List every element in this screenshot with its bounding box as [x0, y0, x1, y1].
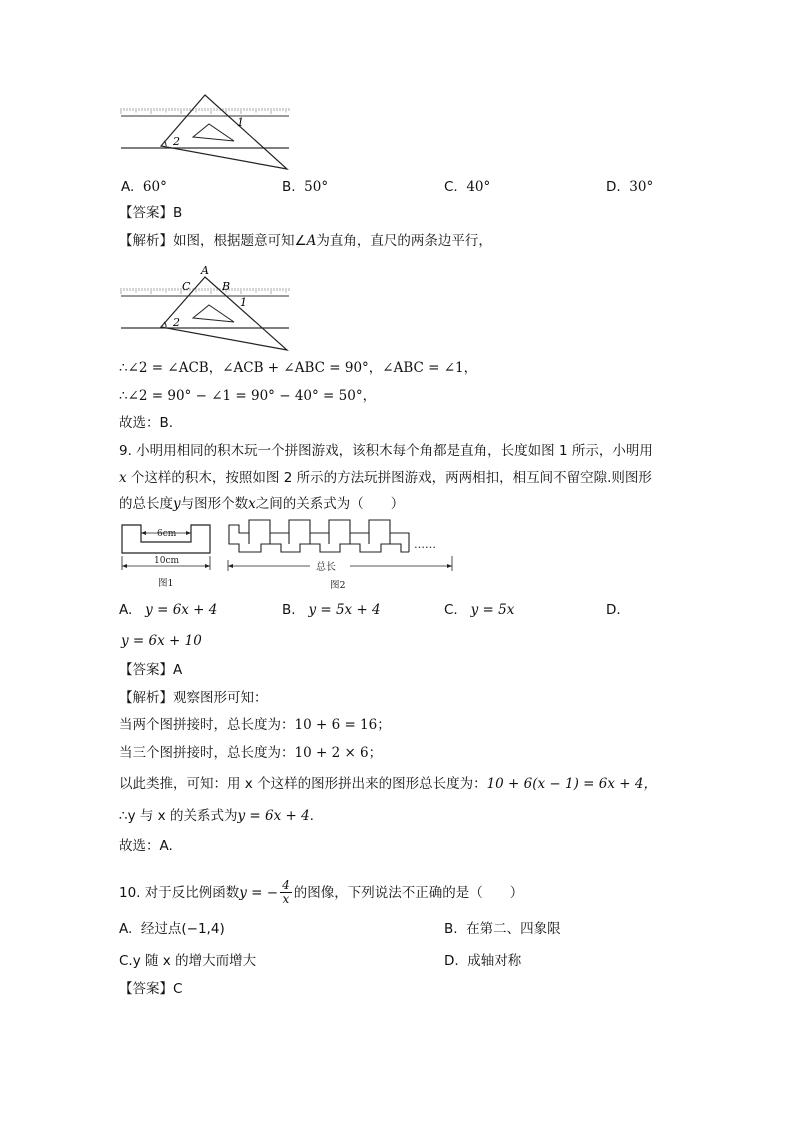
stem-text: 的图像，下列说法不正确的是（ ）	[293, 885, 524, 902]
var-x: x	[248, 496, 256, 512]
set-square-inner	[193, 305, 234, 322]
option-value: 30°	[629, 179, 654, 195]
step-text: 以此类推，可知：用 x 个这样的图形拼出来的图形总长度为：	[119, 776, 487, 792]
q10-option-a	[119, 923, 225, 937]
stem-text: 与图形个数	[180, 496, 249, 512]
q9-stem-line-1: 9. 小明用相同的积木玩一个拼图游戏，该积木每个角都是直角，长度如图 1 所示，小明用	[119, 443, 653, 459]
q9-analysis: 【解析】观察图形可知：	[119, 690, 268, 706]
var-x: x	[119, 470, 127, 486]
step-math: 10 + 6(x − 1) = 6x + 4，	[486, 776, 657, 792]
q8-option-d	[606, 181, 653, 195]
q10-option-b	[444, 923, 561, 937]
analysis-text: 【解析】如图，根据题意可知∠	[119, 233, 307, 249]
ruler-top-edge	[121, 288, 289, 294]
q9-option-c	[444, 604, 514, 618]
option-letter: C.	[444, 179, 458, 195]
option-value: 40°	[466, 179, 491, 195]
q9-option-d-value: y = 6x + 10	[121, 633, 202, 649]
option-letter: D.	[606, 179, 621, 195]
angle-1-label: 1	[240, 296, 247, 309]
option-letter: A.	[119, 921, 133, 937]
set-square-outer	[161, 95, 287, 169]
option-letter: D.	[444, 953, 459, 969]
option-value: 60°	[142, 179, 167, 195]
option-value: 在第二、四象限	[466, 921, 561, 937]
option-value: y = 5x + 4	[308, 602, 381, 618]
vertex-a-label: A	[201, 264, 209, 277]
option-letter: C.	[444, 602, 458, 618]
fraction	[280, 879, 292, 905]
figure-1-caption: 图1	[158, 578, 174, 589]
continuation-dots: ……	[414, 538, 436, 551]
var-y: y	[173, 496, 181, 512]
step-text: .	[309, 808, 314, 824]
angle-var: A	[306, 233, 317, 249]
q8-option-a	[121, 181, 167, 195]
set-square-outer	[161, 277, 287, 350]
inner-width-label: 6cm	[157, 529, 177, 539]
q9-step-4	[119, 810, 314, 824]
q8-option-c	[444, 181, 490, 195]
angle-1-label: 1	[237, 116, 244, 129]
step-text: 当三个图拼接时，总长度为：	[119, 745, 295, 761]
function-lhs: y = −	[239, 885, 279, 902]
q9-stem-line-3	[119, 498, 404, 512]
option-letter: A.	[121, 179, 135, 195]
total-length-label: 总长	[316, 562, 336, 573]
stem-text: 之间的关系式为（ ）	[255, 496, 405, 512]
q9-step-3	[119, 778, 657, 792]
option-letter: A.	[119, 602, 133, 618]
fraction-numerator: 4	[282, 878, 290, 892]
q9-option-b	[282, 604, 381, 618]
step-math: y = 6x + 4	[237, 808, 310, 824]
outer-width-label: 10cm	[154, 556, 180, 566]
q9-stem-line-2	[119, 472, 652, 486]
angle-2-label: 2	[173, 135, 180, 148]
option-letter: C.	[119, 953, 133, 969]
q9-step-1	[119, 719, 391, 733]
q8-analysis	[119, 235, 492, 249]
option-letter: B.	[444, 921, 458, 937]
option-letter: B.	[282, 602, 296, 618]
q9-conclusion: 故选：A.	[119, 838, 173, 854]
q9-step-2	[119, 747, 382, 761]
q8-step-2: ∴∠2 = 90° − ∠1 = 90° − 40° = 50°，	[119, 388, 377, 404]
block-outline	[122, 525, 210, 553]
option-value: 50°	[304, 179, 329, 195]
q9-option-a	[119, 604, 217, 618]
angle-2-label: 2	[173, 316, 180, 329]
q10-option-d	[444, 955, 521, 969]
option-value: 成轴对称	[467, 953, 522, 969]
option-letter: B.	[282, 179, 296, 195]
step-math: 10 + 6 = 16；	[294, 717, 391, 733]
ruler-top-edge	[121, 108, 289, 114]
figure-2-caption: 图2	[330, 580, 346, 591]
block-chain-upper-edge	[229, 520, 409, 552]
option-value: 经过点(−1,4)	[140, 921, 225, 937]
q8-conclusion: 故选：B.	[119, 415, 174, 431]
step-text: 当两个图拼接时，总长度为：	[119, 717, 295, 733]
q10-answer: 【答案】C	[119, 981, 183, 997]
option-value: y 随 x 的增大而增大	[132, 953, 257, 969]
analysis-text: 为直角，直尺的两条边平行，	[316, 233, 492, 249]
stem-text: 10. 对于反比例函数	[119, 885, 240, 902]
set-square-inner	[193, 124, 234, 141]
q9-answer: 【答案】A	[119, 662, 183, 678]
block-chain-lower-edge	[229, 533, 409, 552]
stem-text: 个这样的积木，按照如图 2 所示的方法玩拼图游戏，两两相扣，相互间不留空隙.则图形	[126, 470, 652, 486]
q8-step-1: ∴∠2 = ∠ACB，∠ACB + ∠ABC = 90°，∠ABC = ∠1，	[119, 360, 478, 376]
option-value: y = 6x + 4	[145, 602, 218, 618]
q10-option-c	[119, 955, 256, 969]
step-math: 10 + 2 × 6；	[294, 745, 383, 761]
q8-option-b	[282, 181, 328, 195]
block-chain	[229, 520, 409, 552]
stem-text: 的总长度	[119, 496, 173, 512]
q8-answer: 【答案】B	[119, 205, 183, 221]
q9-option-d-letter: D.	[606, 602, 621, 618]
vertex-c-label: C	[182, 280, 191, 293]
option-value: y = 5x	[470, 602, 515, 618]
vertex-b-label: B	[222, 280, 231, 293]
step-text: ∴y 与 x 的关系式为	[119, 808, 238, 824]
fraction-denominator: x	[282, 891, 290, 906]
q10-stem	[119, 880, 523, 906]
